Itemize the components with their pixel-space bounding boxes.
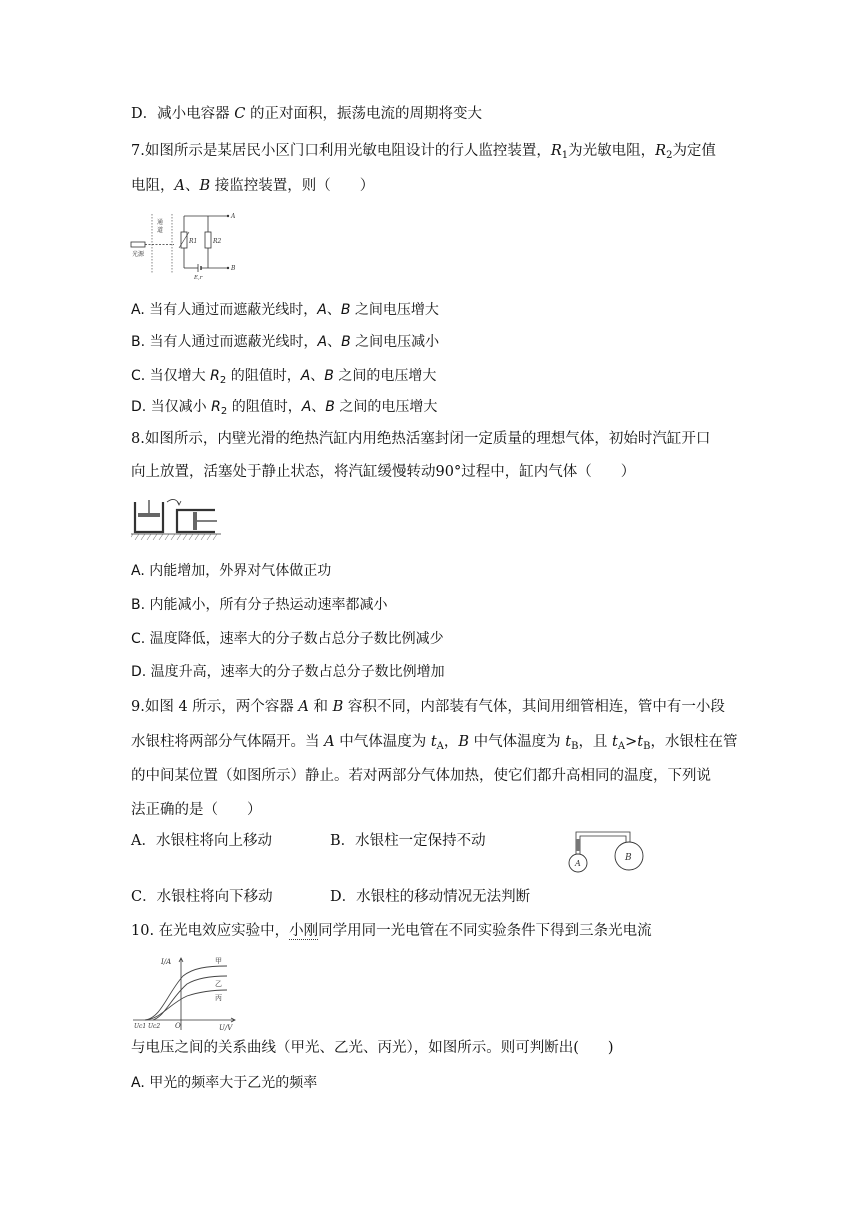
- terminal-b-label: B: [231, 265, 236, 272]
- passage-label-2: 道: [157, 227, 164, 234]
- curve-bing-label: 丙: [215, 994, 222, 1002]
- q7-option-b: B. 当有人通过而遮蔽光线时，A、B 之间电压减小: [131, 334, 440, 350]
- q8-stem-line-1: 8.如图所示，内壁光滑的绝热汽缸内用绝热活塞封闭一定质量的理想气体，初始时汽缸开口: [131, 431, 711, 447]
- battery-label: E,r: [194, 275, 203, 280]
- uc1-label: Uc1: [134, 1023, 147, 1030]
- q8-stem-line-2: 向上放置，活塞处于静止状态，将汽缸缓慢转动90°过程中，缸内气体（ ）: [131, 464, 636, 480]
- terminal-a-label: A: [231, 213, 236, 220]
- q7-stem-line-2: 电阻，A、B 接监控装置，则（ ）: [131, 178, 375, 194]
- q6-option-d: D．减小电容器 C 的正对面积，振荡电流的周期将变大: [131, 106, 482, 122]
- q9-stem-line-1: 9.如图 4 所示，两个容器 A 和 B 容积不同，内部装有气体，其间用细管相连，管中有一小段: [131, 699, 725, 715]
- q10-stem-line-1: [131, 921, 652, 941]
- q10-stem-post: 同学用同一光电管在不同实验条件下得到三条光电流: [318, 923, 652, 939]
- q10-stem-pre: 10. 在光电效应实验中，: [131, 923, 290, 939]
- q8-option-b: B. 内能减小，所有分子热运动速率都减小: [131, 597, 388, 613]
- q10-student-name: 小刚: [289, 923, 319, 939]
- r2-label: R2: [213, 238, 222, 245]
- q10-stem-line-2: 与电压之间的关系曲线（甲光、乙光、丙光），如图所示。则可判断出( ): [131, 1040, 614, 1056]
- curve-jia: [145, 966, 227, 1020]
- curve-yi-label: 乙: [215, 980, 222, 988]
- q9-option-a: A．水银柱将向上移动: [131, 833, 272, 849]
- container-a-label: A: [575, 859, 581, 868]
- q7-option-a: A. 当有人通过而遮蔽光线时，A、B 之间电压增大: [131, 302, 439, 318]
- q9-stem-line-2: 水银柱将两部分气体隔开。当 A 中气体温度为 $t_A$，B 中气体温度为 $t_B$，且 $t_A>t_B$，水银柱在管: [131, 734, 738, 752]
- q10-option-a: A. 甲光的频率大于乙光的频率: [131, 1075, 318, 1091]
- q7-stem-line-1: 7.如图所示是某居民小区门口利用光敏电阻设计的行人监控装置，$R_1$为光敏电阻，$R_2$为定值: [131, 143, 716, 161]
- container-b-label: B: [625, 853, 632, 863]
- passage-label-1: 通: [157, 219, 164, 226]
- q8-option-c: C. 温度降低，速率大的分子数占总分子数比例减少: [131, 631, 444, 647]
- q9-option-b: B．水银柱一定保持不动: [330, 833, 486, 849]
- q10-iv-graph: [131, 954, 239, 1034]
- q9-stem-line-3: 的中间某位置（如图所示）静止。若对两部分气体加热，使它们都升高相同的温度，下列说: [131, 768, 711, 784]
- q9-stem-line-4: 法正确的是（ ）: [131, 802, 262, 818]
- q9-containers-figure: [562, 826, 662, 878]
- uc2-label: Uc2: [148, 1023, 161, 1030]
- y-axis-label: I/A: [161, 958, 172, 966]
- light-source-label: 光源: [132, 251, 145, 258]
- x-axis-label: U/V: [219, 1024, 233, 1032]
- q8-option-a: A. 内能增加，外界对气体做正功: [131, 563, 332, 579]
- q7-circuit-figure: [128, 208, 248, 280]
- q8-cylinder-figure: [131, 494, 223, 546]
- q8-option-d: D. 温度升高，速率大的分子数占总分子数比例增加: [131, 664, 445, 680]
- q9-option-c: C．水银柱将向下移动: [131, 889, 273, 905]
- origin-label: O: [175, 1022, 181, 1030]
- q7-option-d: D. 当仅减小 $R_2$ 的阻值时，A、B 之间的电压增大: [131, 399, 438, 417]
- curve-jia-label: 甲: [215, 957, 222, 965]
- q9-option-d: D．水银柱的移动情况无法判断: [330, 889, 531, 905]
- q7-option-c: C. 当仅增大 $R_2$ 的阻值时，A、B 之间的电压增大: [131, 368, 437, 386]
- r1-label: R1: [189, 238, 198, 245]
